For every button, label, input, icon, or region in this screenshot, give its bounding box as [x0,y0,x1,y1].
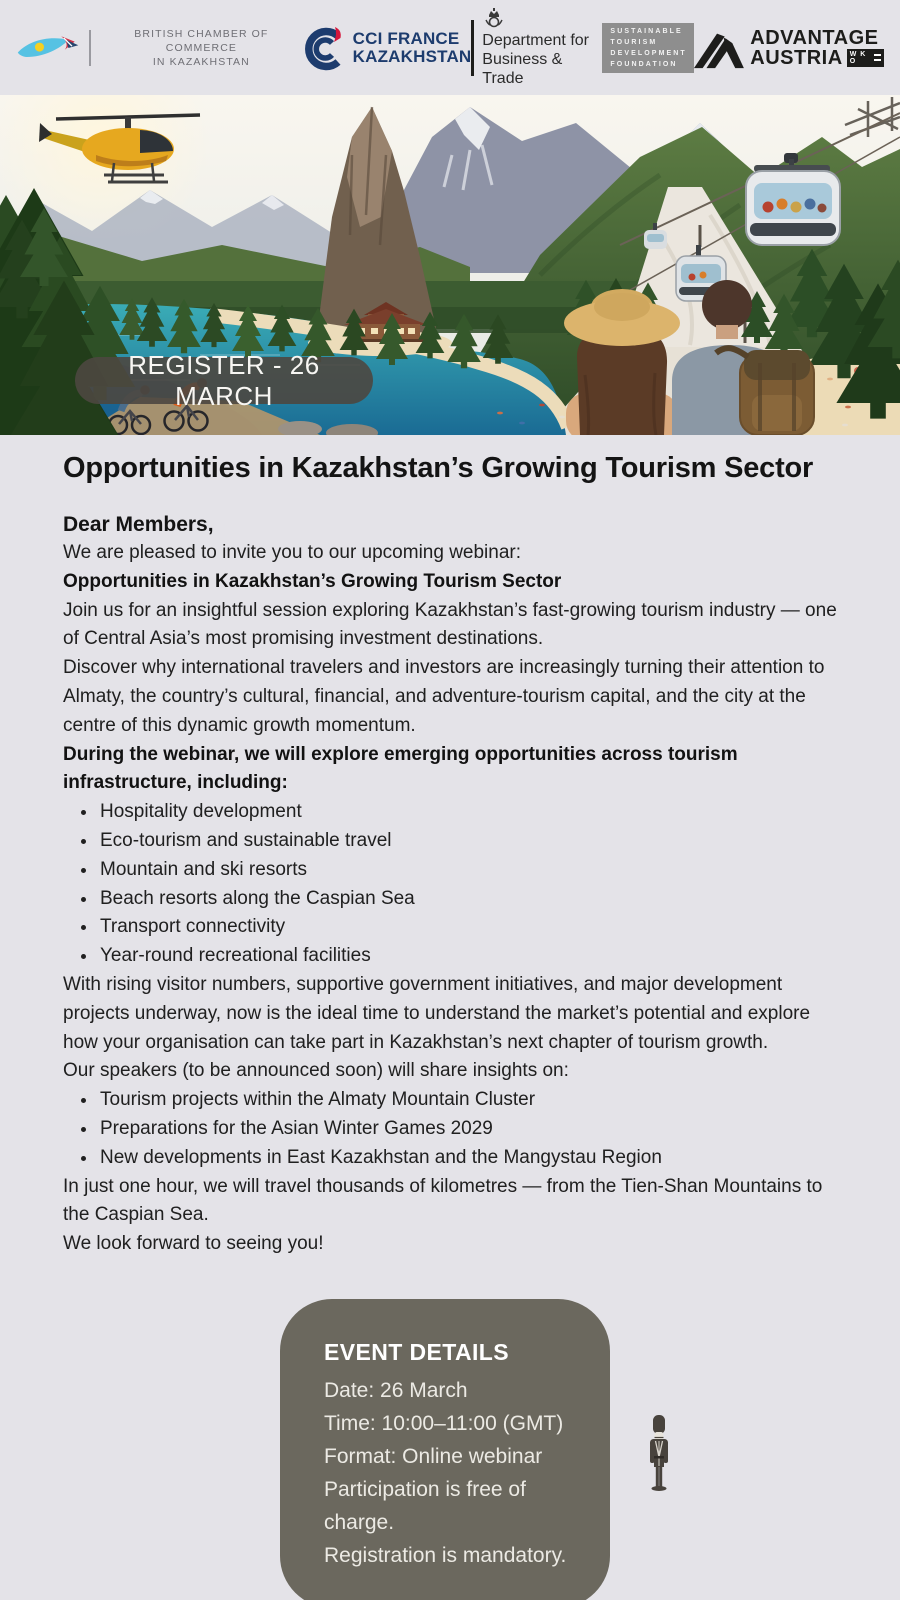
logo-dept-business-trade [471,7,602,88]
register-button[interactable] [75,349,373,411]
wko-equals-icon [874,54,881,61]
logo-advantage-austria [694,27,884,69]
paragraph-join: Join us for an insightful session exploring Kazakhstan’s fast-growing tourism industry — one of Central Asia’s most promising investment destinations. [63,599,837,650]
gondola-large [746,153,840,245]
list-item: • Mountain and ski resorts [98,856,850,885]
paragraph-closing: We look forward to seeing you! [63,1233,324,1255]
page-title: Opportunities in Kazakhstan’s Growing Tourism Sector [63,452,814,484]
partner-logo-bar [0,0,900,95]
event-details-card [280,1299,610,1600]
bcc-logo-line1: BRITISH CHAMBER OF COMMERCE [134,27,269,54]
cci-logo-line2: KAZAKHSTAN [352,46,472,66]
paragraph-discover: Discover why international travelers and investors are increasingly turning their attention to Almaty, the country’s cultural, financial, and adventure-tourism capital, and the city at the centre of this dynamic growth momentum. [63,657,825,736]
paragraph-intro: We are pleased to invite you to our upcoming webinar: [63,542,522,563]
speakers-bullet-list [63,1086,850,1172]
dbt-logo-line2: Business & Trade [482,51,563,87]
stdf-line1: SUSTAINABLE [610,27,683,35]
article [0,435,900,1259]
paragraph-speakers: Our speakers (to be announced soon) will share insights on: [63,1060,569,1082]
list-item: • Tourism projects within the Almaty Mountain Cluster [98,1086,850,1115]
aa-logo-line2: AUSTRIA [750,46,843,69]
paragraph-rising: With rising visitor numbers, supportive government initiatives, and major development projects underway, now is the ideal time to understand the market’s potential and explore how your organisation can take part in Kazakhstan’s next chapter of tourism growth. [63,973,811,1053]
salutation: Dear Members, [63,513,214,536]
event-date: Date: 26 March [324,1378,468,1402]
bcc-logo-line2: IN KAZAKHSTAN [152,55,250,68]
event-format: Format: Online webinar [324,1444,543,1468]
event-details-heading: EVENT DETAILS [324,1338,509,1365]
event-participation: Participation is free of charge. [324,1477,526,1534]
stdf-line3: DEVELOPMENT [610,49,687,57]
logo-british-chamber [16,27,302,69]
event-registration: Registration is mandatory. [324,1543,567,1567]
event-details-section [280,1299,900,1600]
event-time: Time: 10:00–11:00 (GMT) [324,1411,564,1435]
list-item: • Year-round recreational facilities [98,942,850,971]
list-item: • Eco-tourism and sustainable travel [98,827,850,856]
logo-sustainable-tourism-foundation [602,23,694,73]
royal-crest-icon [482,7,506,31]
list-item: • Beach resorts along the Caspian Sea [98,885,850,914]
logo-cci-france-kazakhstan [302,25,472,71]
woman-straw-hat [564,289,680,435]
dbt-logo-bar [471,20,474,76]
paragraph-during: During the webinar, we will explore emerging opportunities across tourism infrastructure, including: [63,743,738,794]
wko-badge: W K O [847,49,884,67]
hero-image [0,95,900,435]
stdf-line2: TOURISM [610,38,658,46]
list-item: • Preparations for the Asian Winter Games 2029 [98,1115,850,1144]
paragraph-hour: In just one hour, we will travel thousands of kilometres — from the Tien-Shan Mountains to the Caspian Sea. [63,1175,823,1226]
list-item: • New developments in East Kazakhstan and the Mangystau Region [98,1144,850,1173]
logo-divider [89,30,91,66]
cci-logo-line1: CCI FRANCE [352,28,460,48]
dbt-logo-line1: Department for [482,32,589,49]
royal-guard-icon [646,1414,672,1492]
register-button-label: REGISTER - 26 MARCH [128,349,320,411]
cci-double-c-icon [302,25,346,71]
aa-logo-line1: ADVANTAGE [750,26,879,49]
kazakh-uk-flag-swoosh-icon [16,31,79,65]
list-item: • Hospitality development [98,798,850,827]
paragraph-webinar-name: Opportunities in Kazakhstan’s Growing Tourism Sector [63,570,562,592]
infrastructure-bullet-list [63,798,850,971]
list-item: • Transport connectivity [98,913,850,942]
stdf-line4: FOUNDATION [610,60,678,68]
slash-a-mark-icon [694,27,744,69]
